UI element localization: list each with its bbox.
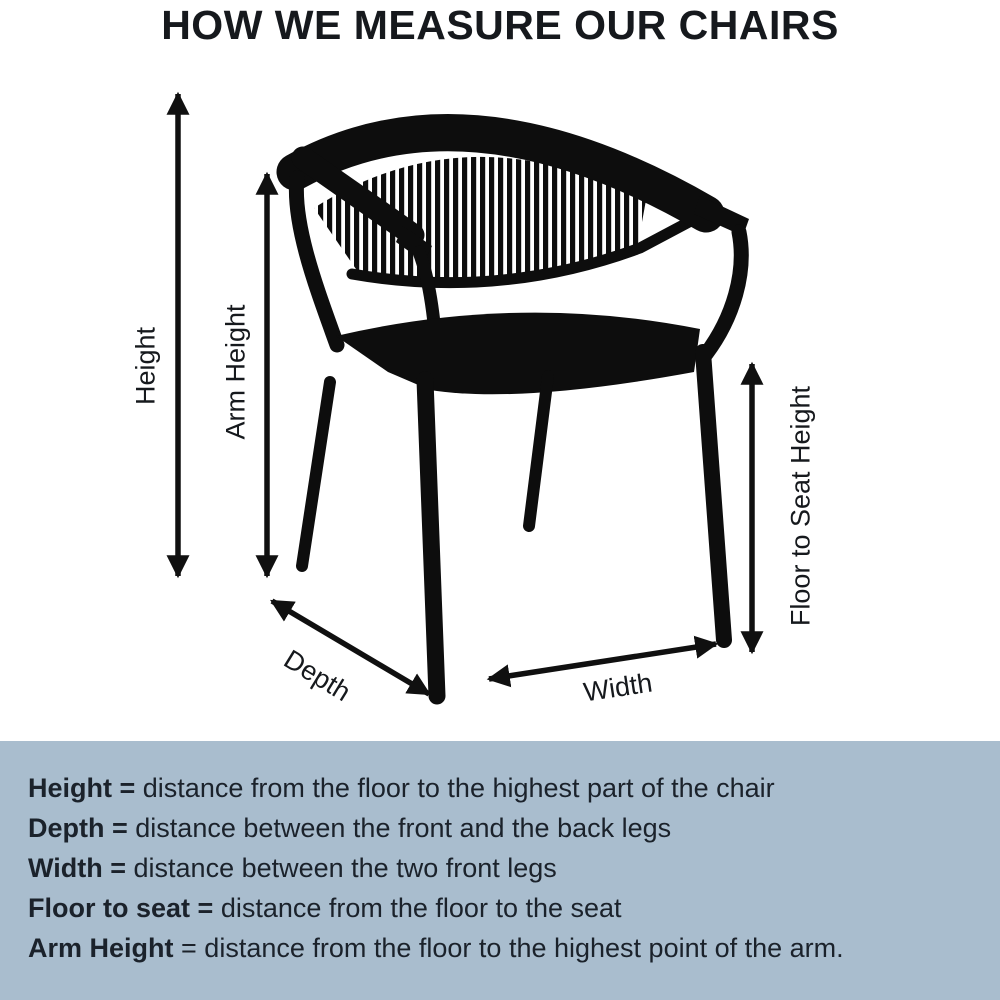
legend-term: Width =	[28, 853, 126, 883]
width-label: Width	[581, 667, 655, 708]
legend-line-width	[28, 848, 992, 888]
legend-line-arm-height	[28, 928, 992, 968]
legend-definition: distance from the floor to the seat	[220, 893, 622, 923]
arm-height-label: Arm Height	[220, 304, 251, 440]
legend-line-depth	[28, 808, 992, 848]
chair-front-left-leg	[425, 380, 437, 696]
legend-definition: distance between the two front legs	[133, 853, 557, 883]
legend-line-floor-to-seat	[28, 888, 992, 928]
chair-back-right-leg	[529, 376, 548, 526]
chair-illustration	[295, 133, 749, 696]
legend-term: Floor to seat =	[28, 893, 214, 923]
legend-list	[28, 768, 992, 968]
legend-term: Height =	[28, 773, 136, 803]
legend-definition: = distance from the floor to the highest point of the arm.	[181, 933, 844, 963]
chair-back-left-leg	[302, 382, 330, 566]
page-title: HOW WE MEASURE OUR CHAIRS	[161, 2, 839, 48]
legend-line-height	[28, 768, 992, 808]
legend-definition: distance from the floor to the highest part of the chair	[142, 773, 775, 803]
height-label: Height	[130, 326, 161, 406]
legend-term: Depth =	[28, 813, 128, 843]
legend-definition: distance between the front and the back legs	[135, 813, 672, 843]
depth-label: Depth	[278, 643, 356, 708]
chair-seat	[336, 313, 700, 395]
chair-right-arm	[706, 232, 741, 354]
legend-term: Arm Height	[28, 933, 174, 963]
chair-front-right-leg	[703, 352, 724, 640]
floor-to-seat-height-label: Floor to Seat Height	[785, 385, 816, 627]
legend-panel	[0, 741, 1000, 1000]
